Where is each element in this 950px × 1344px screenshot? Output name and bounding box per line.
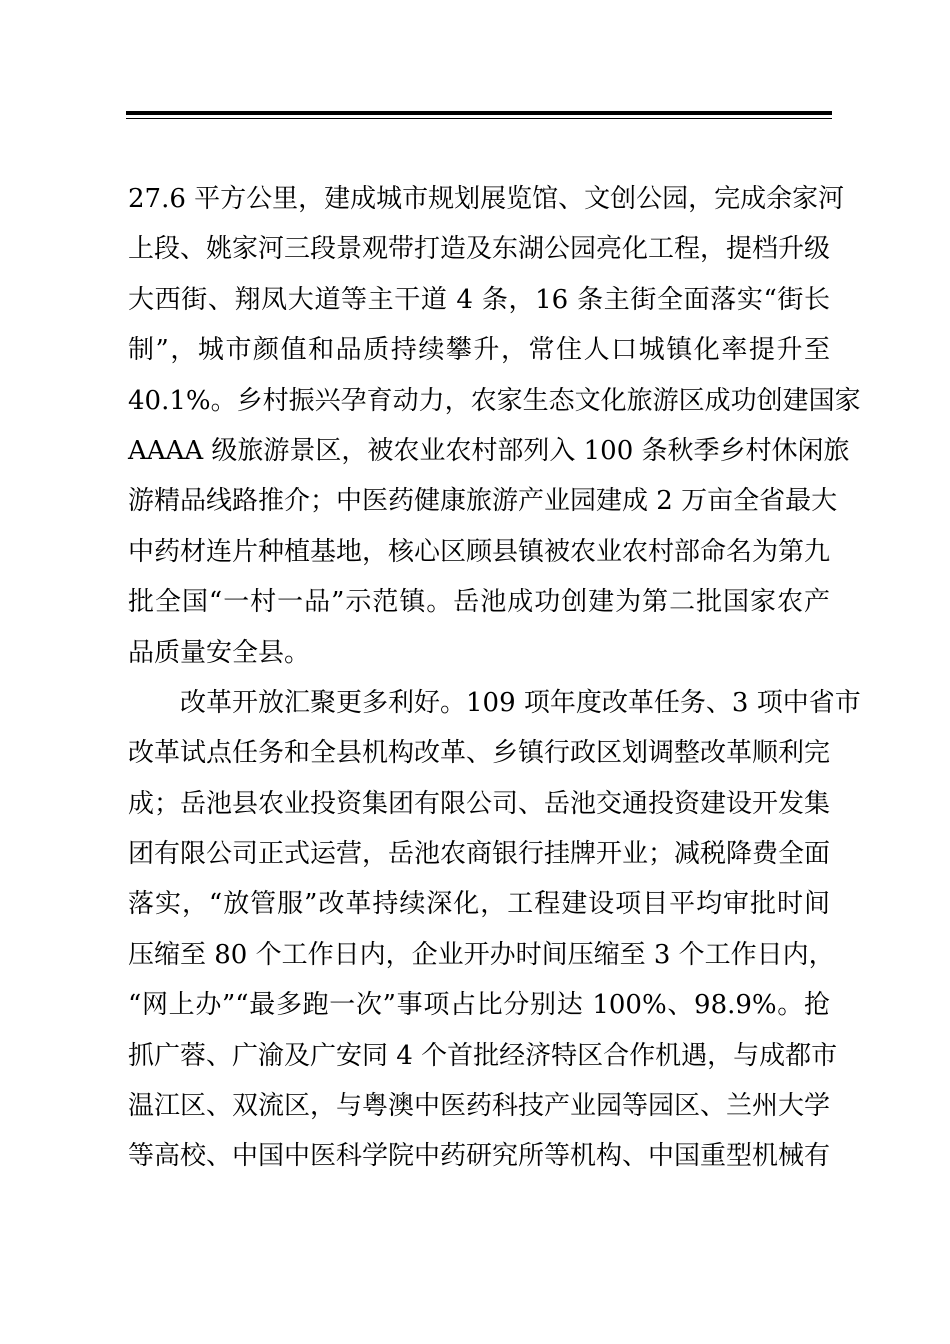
text-line: 温江区、双流区，与粤澳中医药科技产业园等园区、兰州大学	[128, 1091, 831, 1122]
text-line: 批全国“一村一品”示范镇。岳池成功创建为第二批国家农产	[128, 587, 830, 618]
text-line: 40.1%。乡村振兴孕育动力，农家生态文化旅游区成功创建国家	[128, 385, 861, 416]
header-rule-thick	[126, 111, 832, 115]
text-line: 抓广蓉、广渝及广安同 4 个首批经济特区合作机遇，与成都市	[128, 1040, 838, 1071]
text-line: 落实，“放管服”改革持续深化，工程建设项目平均审批时间	[128, 889, 830, 920]
text-line: 中药材连片种植基地，核心区顾县镇被农业农村部命名为第九	[128, 536, 831, 567]
text-line: 品质量安全县。	[128, 637, 311, 668]
text-line: 游精品线路推介；中医药健康旅游产业园建成 2 万亩全省最大	[128, 486, 838, 517]
text-line: 改革试点任务和全县机构改革、乡镇行政区划调整改革顺利完	[128, 738, 831, 769]
text-line: 等高校、中国中医科学院中药研究所等机构、中国重型机械有	[128, 1141, 831, 1172]
document-body	[128, 174, 861, 1182]
text-line: 成；岳池县农业投资集团有限公司、岳池交通投资建设开发集	[128, 788, 831, 819]
text-line: 27.6 平方公里，建成城市规划展览馆、文创公园，完成余家河	[128, 184, 845, 214]
paragraph-1	[128, 174, 861, 678]
paragraph-2	[128, 678, 861, 1182]
text-line: 上段、姚家河三段景观带打造及东湖公园亮化工程，提档升级	[128, 234, 831, 265]
header-rule-thin	[126, 118, 832, 119]
text-line: AAAA 级旅游景区，被农业农村部列入 100 条秋季乡村休闲旅	[128, 435, 850, 466]
text-line: “网上办”“最多跑一次”事项占比分别达 100%、98.9%。抢	[128, 990, 830, 1021]
text-line: 改革开放汇聚更多利好。109 项年度改革任务、3 项中省市	[128, 687, 861, 718]
text-line: 团有限公司正式运营，岳池农商银行挂牌开业；减税降费全面	[128, 839, 831, 870]
text-line: 压缩至 80 个工作日内，企业开办时间压缩至 3 个工作日内，	[128, 939, 835, 970]
text-line: 大西街、翔凤大道等主干道 4 条，16 条主街全面落实“街长	[128, 284, 830, 315]
text-line: 制”，城市颜值和品质持续攀升，常住人口城镇化率提升至	[128, 335, 830, 366]
